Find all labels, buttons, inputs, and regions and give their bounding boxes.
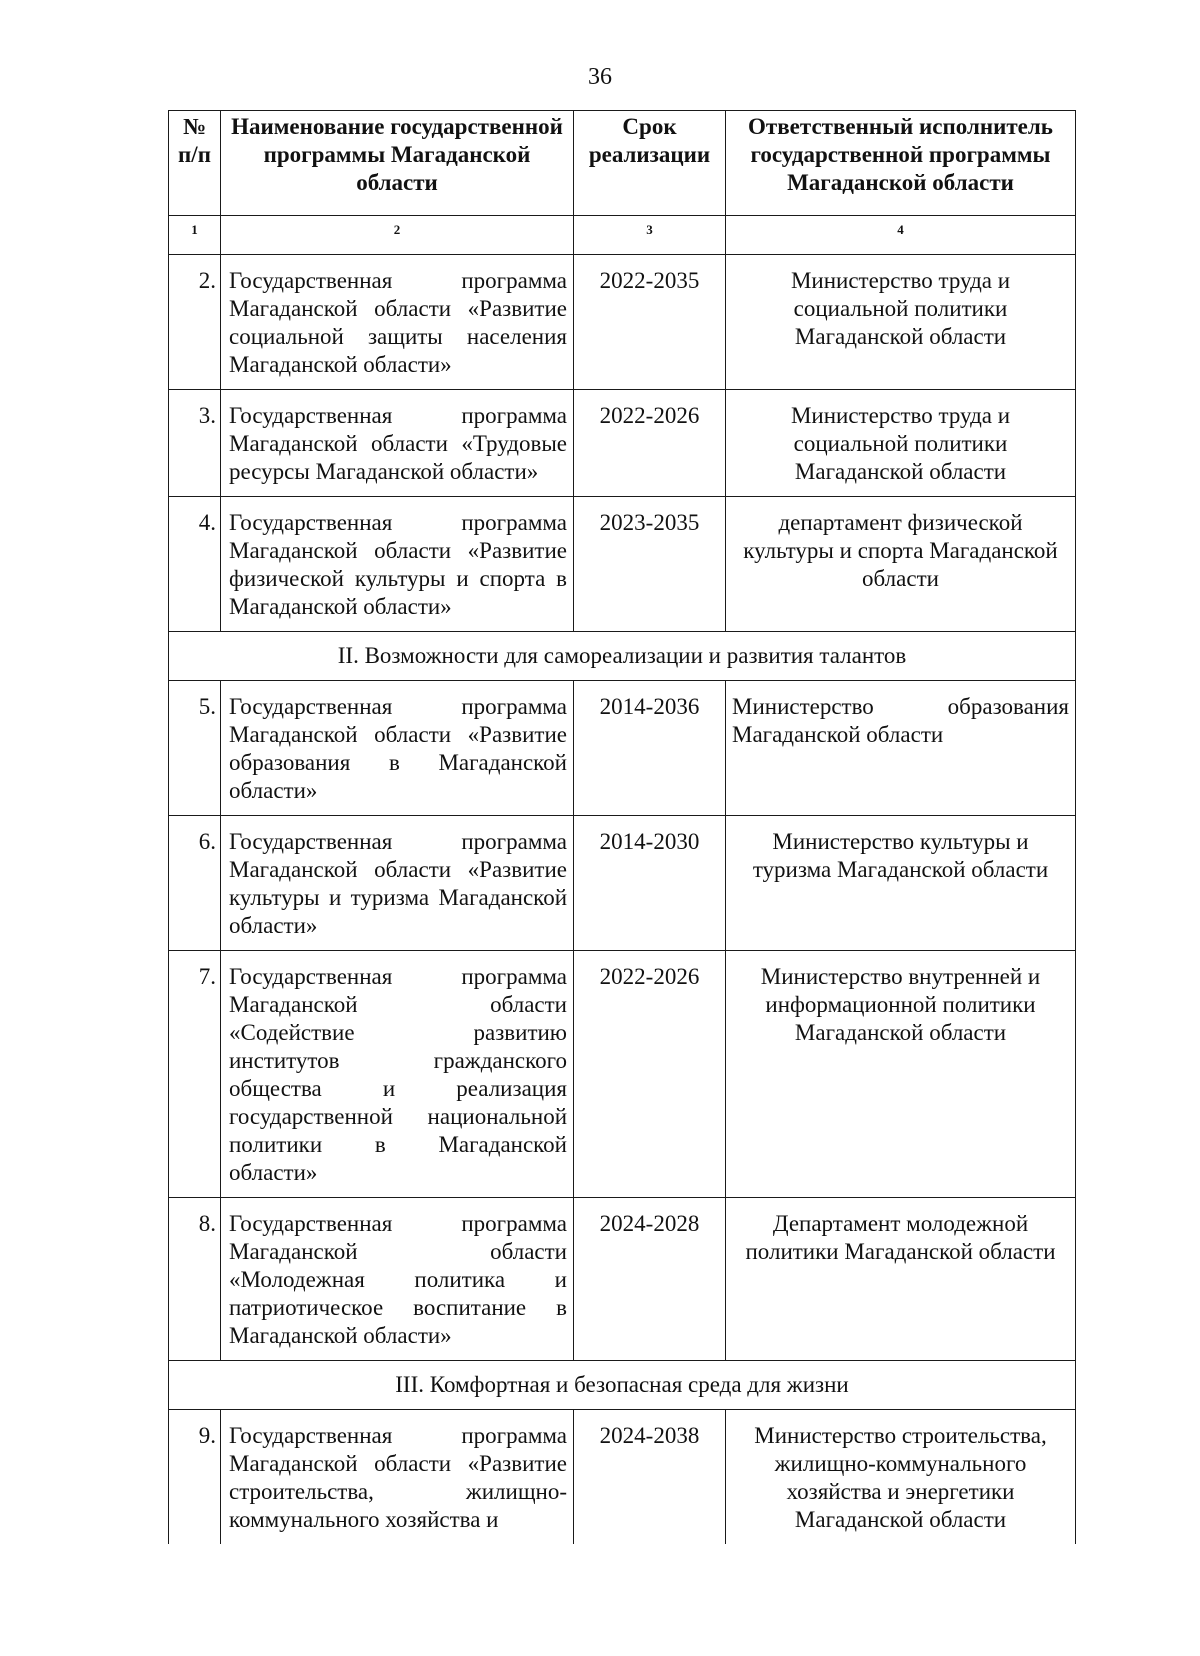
program-term: 2014-2036 — [574, 681, 726, 816]
row-number: 7. — [169, 951, 221, 1198]
program-term: 2022-2026 — [574, 390, 726, 497]
row-number: 5. — [169, 681, 221, 816]
header-executor: Ответственный исполнитель государственной программы Магаданской области — [726, 111, 1076, 216]
table-row — [169, 1198, 1076, 1361]
program-name: Государственная программа Магаданской области «Развитие социальной защиты населения Магаданской области» — [221, 255, 574, 390]
program-name: Государственная программа Магаданской области «Содействие развитию институтов гражданского общества и реализация государственной национальной политики в Магаданской области» — [221, 951, 574, 1198]
program-term: 2022-2026 — [574, 951, 726, 1198]
program-name: Государственная программа Магаданской области «Развитие строительства, жилищно-коммунального хозяйства и — [221, 1410, 574, 1545]
programs-table — [168, 110, 1076, 1544]
table-row — [169, 1410, 1076, 1545]
program-term: 2024-2038 — [574, 1410, 726, 1545]
column-number-row — [169, 216, 1076, 255]
section-title: III. Комфортная и безопасная среда для жизни — [169, 1361, 1076, 1410]
row-number: 8. — [169, 1198, 221, 1361]
program-term: 2023-2035 — [574, 497, 726, 632]
column-number: 4 — [726, 216, 1076, 255]
table-row — [169, 681, 1076, 816]
table-row — [169, 951, 1076, 1198]
program-executor: Министерство строительства, жилищно-коммунального хозяйства и энергетики Магаданской области — [726, 1410, 1076, 1545]
row-number: 2. — [169, 255, 221, 390]
table-row — [169, 497, 1076, 632]
program-term: 2022-2035 — [574, 255, 726, 390]
program-executor: Министерство внутренней и информационной политики Магаданской области — [726, 951, 1076, 1198]
column-number: 1 — [169, 216, 221, 255]
section-row — [169, 632, 1076, 681]
page-number: 36 — [588, 64, 612, 90]
program-term: 2024-2028 — [574, 1198, 726, 1361]
program-executor: департамент физической культуры и спорта Магаданской области — [726, 497, 1076, 632]
program-executor: Министерство культуры и туризма Магаданской области — [726, 816, 1076, 951]
program-name: Государственная программа Магаданской области «Трудовые ресурсы Магаданской области» — [221, 390, 574, 497]
column-number: 3 — [574, 216, 726, 255]
table-row — [169, 255, 1076, 390]
row-number: 3. — [169, 390, 221, 497]
section-row — [169, 1361, 1076, 1410]
header-program-name: Наименование государственной программы Магаданской области — [221, 111, 574, 216]
table-row — [169, 390, 1076, 497]
program-executor: Министерство образования Магаданской области — [726, 681, 1076, 816]
program-executor: Министерство труда и социальной политики Магаданской области — [726, 390, 1076, 497]
row-number: 4. — [169, 497, 221, 632]
table-row — [169, 816, 1076, 951]
row-number: 9. — [169, 1410, 221, 1545]
program-name: Государственная программа Магаданской области «Развитие физической культуры и спорта в Магаданской области» — [221, 497, 574, 632]
header-term: Срок реализации — [574, 111, 726, 216]
program-name: Государственная программа Магаданской области «Развитие образования в Магаданской области» — [221, 681, 574, 816]
program-executor: Министерство труда и социальной политики Магаданской области — [726, 255, 1076, 390]
column-number: 2 — [221, 216, 574, 255]
row-number: 6. — [169, 816, 221, 951]
program-name: Государственная программа Магаданской области «Развитие культуры и туризма Магаданской области» — [221, 816, 574, 951]
header-number: № п/п — [169, 111, 221, 216]
program-term: 2014-2030 — [574, 816, 726, 951]
section-title: II. Возможности для самореализации и развития талантов — [169, 632, 1076, 681]
table-header-row — [169, 111, 1076, 216]
program-name: Государственная программа Магаданской области «Молодежная политика и патриотическое воспитание в Магаданской области» — [221, 1198, 574, 1361]
program-executor: Департамент молодежной политики Магаданской области — [726, 1198, 1076, 1361]
